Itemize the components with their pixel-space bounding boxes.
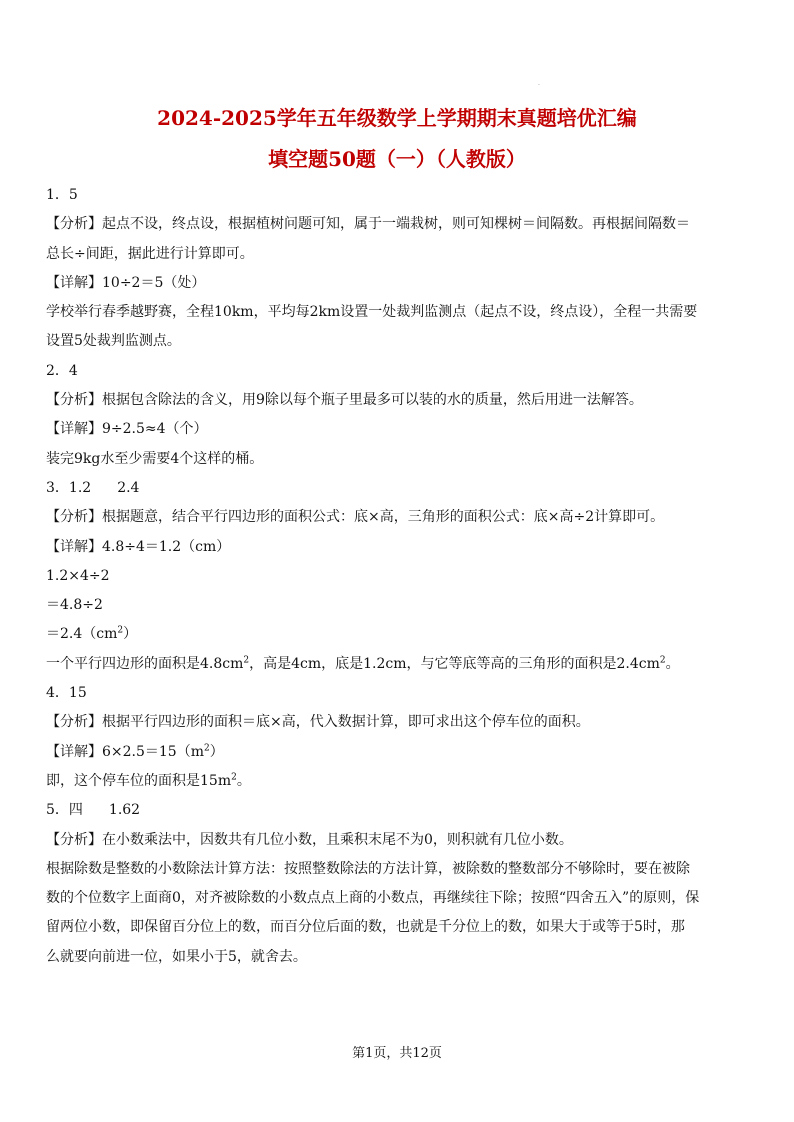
page-footer: 第1页，共12页	[352, 1046, 442, 1061]
q2-analysis: 【分析】根据包含除法的含义，用9除以每个瓶子里最多可以装的水的质量，然后用进一法解答。	[46, 392, 643, 409]
q1-text-line2: 设置5处裁判监测点。	[46, 333, 181, 350]
q4-detail-sup: 2	[204, 742, 210, 753]
q5-answer-2: 1.62	[108, 802, 141, 819]
q3-text-a-sup: 2	[243, 655, 250, 666]
q5-text-line2: 数的个位数字上面商0，对齐被除数的小数点点上商的小数点，再继续往下除；按照“四舍五入”的原则，保	[46, 890, 700, 907]
q3-calc-3-text: ＝2.4（cm	[46, 626, 118, 643]
q1-number: 1．	[46, 187, 69, 203]
q4-answer-line	[46, 679, 756, 708]
q1-analysis-line1: 【分析】起点不设，终点设，根据植树问题可知，属于一端栽树，则可知棵树＝间隔数。再根据间隔数＝	[46, 216, 690, 233]
q3-text-b: ，高是4cm，底是1.2cm，与它等底等高的三角形的面积是2.4cm	[249, 655, 660, 672]
document-content	[46, 181, 756, 972]
q3-text-a: 一个平行四边形的面积是4.8cm	[46, 655, 244, 672]
q1-answer: 5	[68, 187, 78, 203]
q2-answer-line	[46, 357, 756, 386]
q3-text-c: 。	[665, 655, 680, 672]
q2-answer: 4	[68, 362, 78, 379]
q4-detail	[46, 738, 756, 767]
q3-calc-3-end: ）	[123, 626, 138, 643]
q2-detail: 【详解】9÷2.5≈4（个）	[46, 421, 208, 438]
q3-detail: 【详解】4.8÷4＝1.2（cm）	[46, 538, 231, 555]
q1-answer-line	[46, 181, 756, 210]
q4-number: 4．	[46, 685, 69, 702]
q3-calc-1: 1.2×4÷2	[46, 567, 110, 584]
q3-analysis: 【分析】根据题意，结合平行四边形的面积公式：底×高，三角形的面积公式：底×高÷2计算即可。	[46, 509, 665, 526]
q4-text-sup: 2	[231, 772, 237, 783]
q5-text-line3: 留两位小数，即保留百分位上的数，而百分位后面的数，也就是千分位上的数，如果大于或等于5时，那	[46, 919, 685, 936]
q4-text-end: 。	[236, 772, 251, 789]
q5-number: 5．	[46, 802, 69, 819]
q3-calc-2: ＝4.8÷2	[46, 597, 103, 614]
q3-answer-line	[46, 474, 756, 503]
q5-analysis: 【分析】在小数乘法中，因数共有几位小数，且乘积末尾不为0，则积就有几位小数。	[46, 831, 573, 848]
q3-answer-1: 1.2	[68, 479, 92, 496]
q3-calc-3-sup: 2	[117, 625, 124, 636]
q1-detail: 【详解】10÷2＝5（处）	[46, 274, 206, 291]
q4-answer: 15	[68, 685, 87, 702]
q4-detail-text: 【详解】6×2.5＝15（m	[46, 743, 204, 760]
q2-number: 2．	[46, 362, 69, 379]
document-title-line1: 2024-2025学年五年级数学上学期期末真题培优汇编	[157, 106, 637, 130]
q5-text-line1: 根据除数是整数的小数除法计算方法：按照整数除法的方法计算，被除数的整数部分不够除时，要在被除	[46, 860, 690, 877]
q4-detail-end: ）	[209, 743, 224, 760]
q3-calc-3	[46, 620, 756, 649]
q4-text-main: 即，这个停车位的面积是15m	[46, 772, 232, 789]
q4-text	[46, 767, 756, 796]
q1-text-line1: 学校举行春季越野赛，全程10km，平均每2km设置一处裁判监测点（起点不设，终点设），全程一共需要	[46, 304, 698, 321]
q3-number: 3．	[46, 479, 69, 496]
dot-mark: .	[538, 80, 540, 87]
q1-analysis-line2: 总长÷间距，据此进行计算即可。	[46, 245, 254, 262]
q4-analysis: 【分析】根据平行四边形的面积＝底×高，代入数据计算，即可求出这个停车位的面积。	[46, 714, 590, 731]
q3-text	[46, 650, 756, 679]
q3-text-b-sup: 2	[659, 655, 666, 666]
q3-answer-2: 2.4	[117, 479, 140, 496]
q5-text-line4: 么就要向前进一位，如果小于5，就舍去。	[46, 948, 307, 965]
q2-text: 装完9kg水至少需要4个这样的桶。	[46, 450, 264, 467]
q5-answer-line	[46, 796, 756, 825]
document-title-line2: 填空题50题（一）（人教版）	[268, 147, 526, 171]
q5-answer-1: 四	[68, 802, 83, 819]
